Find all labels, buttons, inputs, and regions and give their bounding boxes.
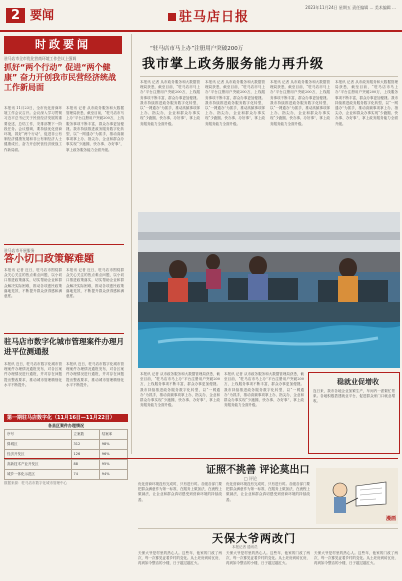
table-header-cell: 序号	[5, 430, 72, 440]
table-header-row	[5, 430, 128, 440]
section-name: 要闻	[30, 8, 55, 22]
box-body: 连日来，我市各地企业加紧生产，车间内一派繁忙景象。各地积极搭建就业平台，促进群众家门口就业增收。	[313, 389, 395, 404]
table-cell: 96%	[99, 450, 127, 460]
table-cell: 95%	[99, 460, 127, 470]
feature-body-col3: 天保大爷是村里的热心人。这些年，他家的门改了两次，每一次都见证着乡村的变化。从土坯房到砖瓦房，再到如今整洁的小楼，日子越过越红火。	[314, 551, 398, 566]
table-cell: 经济开发区	[5, 450, 72, 460]
divider	[140, 76, 398, 77]
main-body-col4: 本报讯 记者 从市政务服务和大数据管理局获悉，截至目前，“驻马店市马上办”平台注册用户突破200万，上线服务事项不断丰富，群众办事更加便捷。我市持续推进政务服务数字化转型，以“一网通办”为抓手，推动高频事项掌上办、指尖办，企业和群众办事实现“少跑腿、快办事、办好事”，掌上政务服务能力全面升级。	[335, 80, 398, 126]
lead-headline: 抓好“两个行动” 促进“两个健康” 奋力开创我市民营经济统战工作新局面	[4, 63, 117, 92]
main-kicker: “驻马店市马上办”注册用户突破200万	[150, 46, 244, 52]
table-source: 数据来源：驻马店市数字化城市管理中心	[4, 481, 67, 485]
factory-photo	[138, 212, 400, 368]
feature-byline: 本报记者 通讯员	[232, 545, 258, 549]
main-cont-col2: 本报讯 记者 从市政务服务和大数据管理局获悉，截至目前，“驻马店市马上办”平台注册用户突破200万，上线服务事项不断丰富，群众办事更加便捷。我市持续推进政务服务数字化转型，以“一网通办”为抓手，推动高频事项掌上办、指尖办，企业和群众办事实现“少跑腿、快办事、办好事”，掌上政务服务能力全面升级。	[224, 372, 304, 408]
date-line: 2023年11月24日 星期五 责任编辑 … 美术编辑 …	[305, 5, 396, 10]
case-table	[4, 414, 128, 486]
cartoon-label: 漫画	[385, 516, 396, 522]
table-row	[5, 440, 128, 450]
second-headline: 答小切口政策解难题	[4, 254, 94, 265]
divider	[4, 333, 124, 334]
table-cell: 88	[71, 460, 99, 470]
masthead: 驻马店日报	[168, 6, 249, 25]
divider	[138, 528, 398, 529]
main-headline: 我市掌上政务服务能力再升级	[142, 57, 325, 72]
lead-body-col2: 本报讯 记者 从市政务服务和大数据管理局获悉，截至目前，“驻马店市马上办”平台注册用户突破200万，上线服务事项不断丰富，群众办事更加便捷。我市持续推进政务服务数字化转型，以“一网通办”为抓手，推动高频事项掌上办、指尖办，企业和群众办事实现“少跑腿、快办事、办好事”，掌上政务服务能力全面升级。	[66, 106, 124, 152]
third-body-col2: 本报讯 近日，驻马店市数字化城市管理案件办理情况通报发布，对各区案件办理情况进行通报，并对存在问题提出整改要求，推动城市管理精细化水平不断提升。	[66, 362, 124, 387]
main-body-col3: 本报讯 记者 从市政务服务和大数据管理局获悉，截至目前，“驻马店市马上办”平台注册用户突破200万，上线服务事项不断丰富，群众办事更加便捷。我市持续推进政务服务数字化转型，以“一网通办”为抓手，推动高频事项掌上办、指尖办，企业和群众办事实现“少跑腿、快办事、办好事”，掌上政务服务能力全面升级。	[270, 80, 330, 126]
second-body-col1: 本报讯 记者 近日，驻马店市围绕群众关心关注的热点难点问题，以小切口推进政策落实，切实帮助企业和群众解决实际困难，推动各项惠民政策落地见效，不断提升群众获得感和满意度。	[4, 268, 62, 299]
lead-body-col1: 本报讯 11月23日，全市优化营商环境工作会议召开。会议深入学习贯彻习近平总书记关于民营经济发展的重要论述，总结工作，安排部署下一阶段任务。会议强调，要持续优化营商环境，抓好“两个行动”，促进非公有制经济健康发展和非公有制经济人士健康成长，奋力开创民营经济统战工作新局面。	[4, 106, 62, 152]
table-cell: 高新技术产业开发区	[5, 460, 72, 470]
third-body-col1: 本报讯 近日，驻马店市数字化城市管理案件办理情况通报发布，对各区案件办理情况进行通报，并对存在问题提出整改要求，推动城市管理精细化水平不断提升。	[4, 362, 62, 387]
table-cell: 94%	[99, 470, 127, 480]
main-body-col2: 本报讯 记者 从市政务服务和大数据管理局获悉，截至目前，“驻马店市马上办”平台注册用户突破200万，上线服务事项不断丰富，群众办事更加便捷。我市持续推进政务服务数字化转型，以“一网通办”为抓手，推动高频事项掌上办、指尖办，企业和群众办事实现“少跑腿、快办事、办好事”，掌上政务服务能力全面升级。	[205, 80, 265, 126]
commentary-body-col2: 优化营商环境没有完成时，只有进行时。各级各部门要把群众满意作为第一标准，在服务上做加法，在流程上做减法，让企业和群众真切感受到营商环境的持续改善。	[226, 482, 310, 502]
page-number: 2	[6, 8, 25, 23]
table-header-cell: 立案数	[71, 430, 99, 440]
table-title: 第一期驻马店数字化（11月16日—11月22日）	[4, 414, 128, 422]
sidebar-box	[308, 372, 400, 454]
commentary-byline: □ 评论	[244, 476, 258, 481]
main-body-col1: 本报讯 记者 从市政务服务和大数据管理局获悉，截至目前，“驻马店市马上办”平台注册用户突破200万，上线服务事项不断丰富，群众办事更加便捷。我市持续推进政务服务数字化转型，以“一网通办”为抓手，推动高频事项掌上办、指尖办，企业和群众办事实现“少跑腿、快办事、办好事”，掌上政务服务能力全面升级。	[140, 80, 200, 126]
table-row	[5, 470, 128, 480]
feature-body-col1: 天保大爷是村里的热心人。这些年，他家的门改了两次，每一次都见证着乡村的变化。从土坯房到砖瓦房，再到如今整洁的小楼，日子越过越红火。	[138, 551, 222, 566]
cartoon	[316, 468, 398, 524]
lead-deck: 驻马店市全市优化营商环境工作会议上强调	[4, 56, 77, 61]
feature-body-col2: 天保大爷是村里的热心人。这些年，他家的门改了两次，每一次都见证着乡村的变化。从土坯房到砖瓦房，再到如今整洁的小楼，日子越过越红火。	[226, 551, 310, 566]
table	[4, 429, 128, 480]
section-band: 时政要闻	[4, 36, 122, 54]
commentary-headline: 证照不挑善 评论莫出口	[206, 465, 310, 476]
page-header	[0, 0, 402, 32]
divider	[4, 244, 124, 245]
table-row	[5, 460, 128, 470]
table-header-cell: 结案率	[99, 430, 127, 440]
box-headline: 稳就业促增收	[337, 378, 379, 386]
feature-headline: 天保大爷两改门	[212, 532, 296, 545]
table-subtitle: 各县区案件办理情况	[48, 423, 84, 428]
divider	[4, 458, 398, 459]
main-cont-col1: 本报讯 记者 从市政务服务和大数据管理局获悉，截至目前，“驻马店市马上办”平台注册用户突破200万，上线服务事项不断丰富，群众办事更加便捷。我市持续推进政务服务数字化转型，以“一网通办”为抓手，推动高频事项掌上办、指尖办，企业和群众办事实现“少跑腿、快办事、办好事”，掌上政务服务能力全面升级。	[140, 372, 220, 408]
second-body-col2: 本报讯 记者 近日，驻马店市围绕群众关心关注的热点难点问题，以小切口推进政策落实，切实帮助企业和群众解决实际困难，推动各项惠民政策落地见效，不断提升群众获得感和满意度。	[66, 268, 124, 299]
table-cell: 驿城区	[5, 440, 72, 450]
table-cell: 312	[71, 440, 99, 450]
table-cell: 126	[71, 450, 99, 460]
second-deck: 驻马店市开展服务	[4, 248, 35, 253]
table-cell: 城乡一体化示范区	[5, 470, 72, 480]
table-cell: 74	[71, 470, 99, 480]
third-headline: 驻马店市数字化城市管理案件办理月进平位测通报	[4, 337, 124, 356]
column-divider	[131, 34, 132, 454]
commentary-body-col1: 优化营商环境没有完成时，只有进行时。各级各部门要把群众满意作为第一标准，在服务上做加法，在流程上做减法，让企业和群众真切感受到营商环境的持续改善。	[138, 482, 222, 502]
table-cell: 98%	[99, 440, 127, 450]
